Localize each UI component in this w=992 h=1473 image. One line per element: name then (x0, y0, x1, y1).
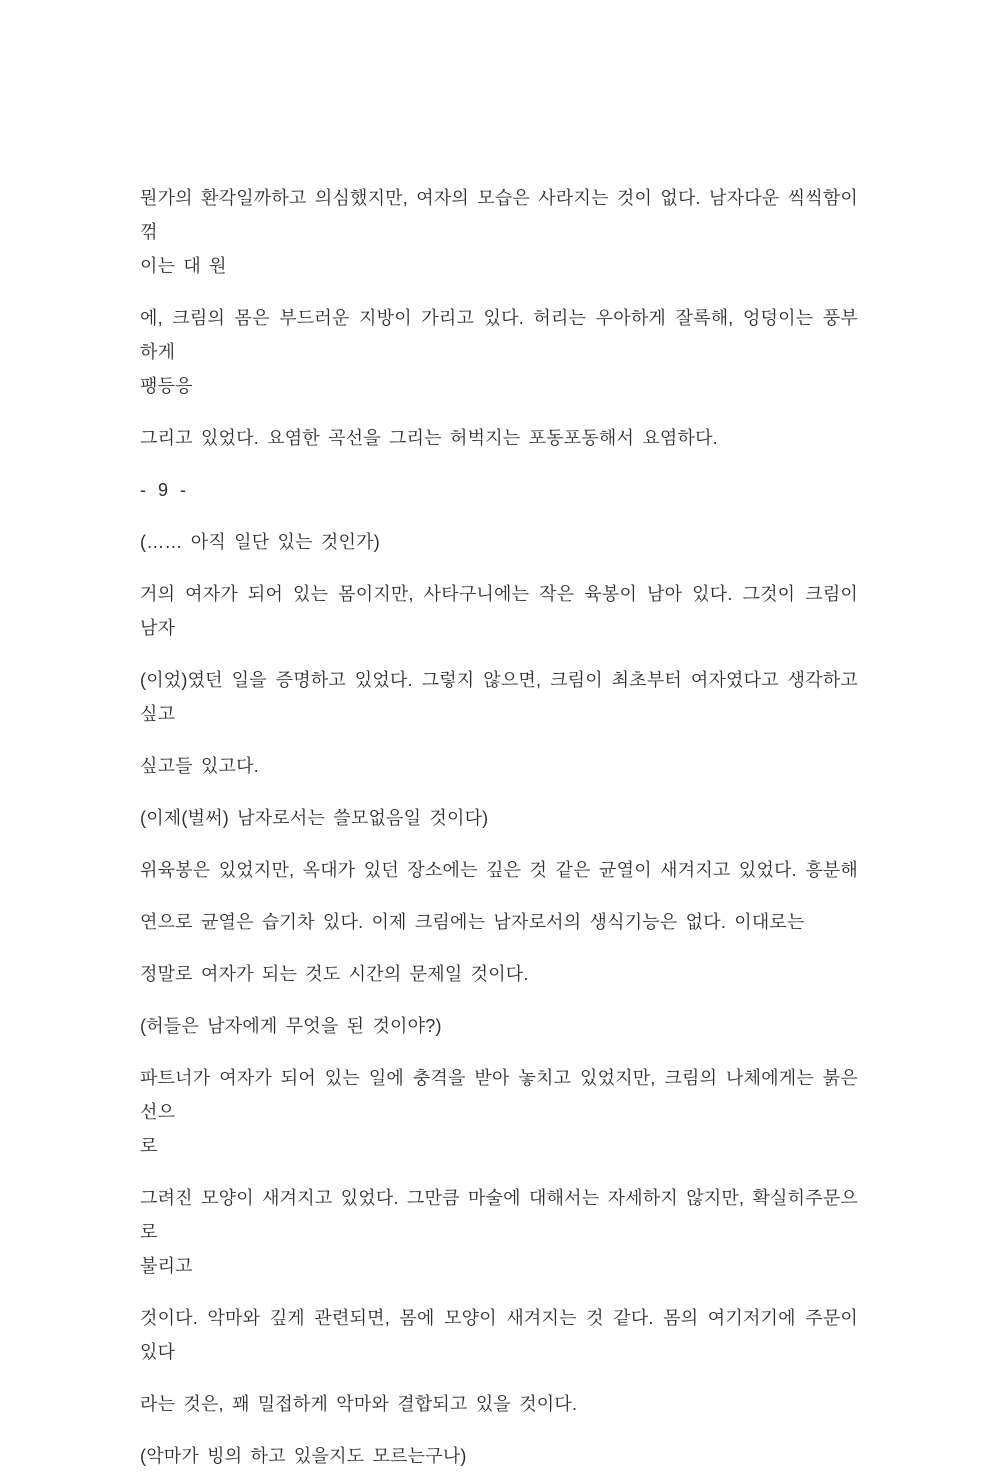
paragraph (140, 1439, 858, 1473)
text-line: 에, 크림의 몸은 부드러운 지방이 가리고 있다. 허리는 우아하게 잘록해, 엉덩이는 풍부하게 (140, 308, 858, 362)
paragraph (140, 905, 858, 939)
text-line: (이제(벌써) 남자로서는 쓸모없음일 것이다) (140, 808, 489, 828)
page-number (140, 473, 858, 507)
text-line: 뭔가의 환각일까하고 의심했지만, 여자의 모습은 사라지는 것이 없다. 남자다운 씩씩함이 꺾 (140, 188, 858, 242)
text-line: 팽등응 (140, 376, 193, 396)
text-line: 그려진 모양이 새겨지고 있었다. 그만큼 마술에 대해서는 자세하지 않지만, 확실히주문으로 (140, 1188, 858, 1242)
text-line: 거의 여자가 되어 있는 몸이지만, 사타구니에는 작은 육봉이 남아 있다. 그것이 크림이 남자 (140, 584, 858, 638)
paragraph (140, 301, 858, 403)
text-line: 연으로 균열은 습기차 있다. 이제 크림에는 남자로서의 생식기능은 없다. 이대로는 (140, 912, 805, 932)
paragraph (140, 663, 858, 731)
paragraph (140, 749, 858, 783)
text-line: 라는 것은, 꽤 밀접하게 악마와 결합되고 있을 것이다. (140, 1394, 578, 1414)
paragraph (140, 181, 858, 283)
text-line: - 9 - (140, 480, 189, 500)
text-line: 위육봉은 있었지만, 옥대가 있던 장소에는 깊은 것 같은 균열이 새겨지고 있었다. 흥분해 (140, 860, 858, 880)
paragraph (140, 1061, 858, 1163)
text-line: 정말로 여자가 되는 것도 시간의 문제일 것이다. (140, 964, 529, 984)
paragraph (140, 1009, 858, 1043)
paragraph (140, 1181, 858, 1283)
text-line: 것이다. 악마와 깊게 관련되면, 몸에 모양이 새겨지는 것 같다. 몸의 여기저기에 주문이 있다 (140, 1308, 858, 1362)
text-line: 불리고 (140, 1256, 193, 1276)
text-line: 이는 대 원 (140, 256, 227, 276)
paragraph (140, 801, 858, 835)
text-line: 싶고들 있고다. (140, 756, 259, 776)
paragraph (140, 1387, 858, 1421)
text-line: (이었)였던 일을 증명하고 있었다. 그렇지 않으면, 크림이 최초부터 여자였다고 생각하고 싶고 (140, 670, 858, 724)
text-line: 그리고 있었다. 요염한 곡선을 그리는 허벅지는 포동포동해서 요염하다. (140, 428, 718, 448)
paragraph (140, 1301, 858, 1369)
text-line: (…… 아직 일단 있는 것인가) (140, 532, 380, 552)
paragraph (140, 957, 858, 991)
text-line: (악마가 빙의 하고 있을지도 모르는구나) (140, 1446, 467, 1466)
paragraph (140, 577, 858, 645)
text-line: 파트너가 여자가 되어 있는 일에 충격을 받아 놓치고 있었지만, 크림의 나체에게는 붉은 선으 (140, 1068, 858, 1122)
paragraph (140, 525, 858, 559)
paragraph (140, 421, 858, 455)
paragraph (140, 853, 858, 887)
text-line: 로 (140, 1136, 158, 1156)
text-line: (허들은 남자에게 무엇을 된 것이야?) (140, 1016, 442, 1036)
